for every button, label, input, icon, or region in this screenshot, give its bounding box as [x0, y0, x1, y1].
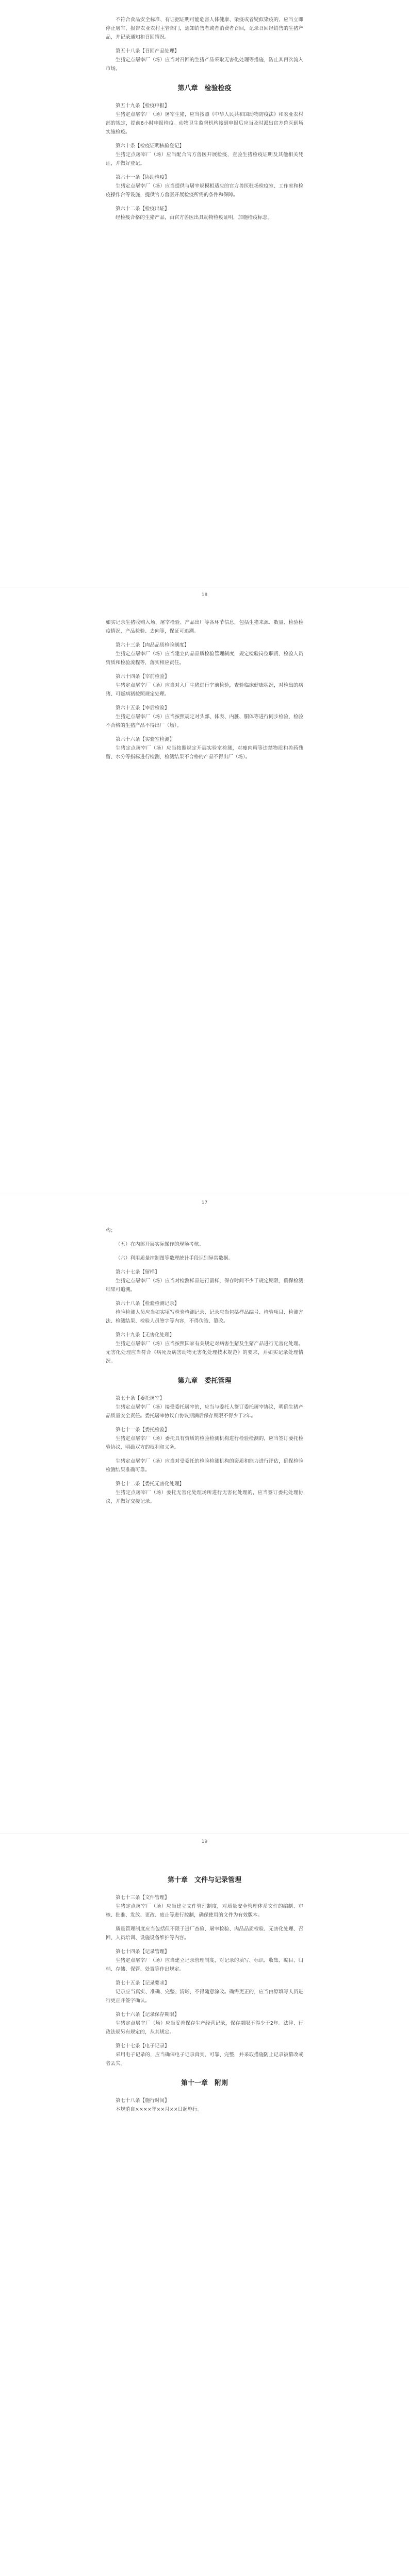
paragraph: 不符合食品安全标准、有证据证明可能危害人体健康、染疫或者疑似染疫的，应当立即停止屠宰，报告农业农村主管部门，通知销售者或者消费者召回，记录召回经销售的生猪产品，并记录通知和召回情况。 — [106, 17, 303, 40]
paragraph: 采用电子记录的，应当确保电子记录真实、可靠、完整，并采取措施防止记录被篡改或者丢失。 — [106, 2052, 303, 2066]
article-title: 第七十五条【记录要求】 — [116, 1980, 170, 1986]
page-3 — [0, 1195, 409, 1834]
paragraph: 生猪定点屠宰厂（场）屠宰生猪，应当按照《中华人民共和国动物防疫法》和农业农村部的规定，提前6小时申报检疫。动物卫生监督机构接到申报后应当及时派出官方兽医到场实施检疫。 — [106, 112, 303, 135]
page-1 — [0, 0, 409, 587]
paragraph: 构； — [106, 1228, 116, 1233]
paragraph: 生猪定点屠宰厂（场）应当提供与屠宰规模相适应的官方兽医驻场检疫室、工作室和检疫操作台等设施，提供官方兽医开展检疫所需的条件和保障。 — [106, 183, 303, 198]
page-number: 18 — [201, 592, 208, 598]
page-number: 19 — [201, 1839, 208, 1844]
chapter-heading: 第十一章 附则 — [181, 2079, 228, 2087]
paragraph: 如实记录生猪收购入场、屠宰检验、产品出厂等各环节信息，包括生猪来源、数量、检验检疫情况，产品检验、去向等，保证可追溯。 — [106, 620, 303, 634]
paragraph: 生猪定点屠宰厂（场）应当配合官方兽医开展检疫，查验生猪检疫证明及其他相关凭证，并做好登记。 — [106, 152, 303, 166]
paragraph: （六）利用质量控制图等数理统计手段识别异常数据。 — [116, 1256, 234, 1261]
paragraph: 记录应当真实、准确、完整、清晰，不得随意涂改。确需更正的，应当由原填写人员进行更正并签字确认。 — [106, 1989, 303, 2004]
article-title: 第七十一条【委托检验】 — [116, 1427, 170, 1433]
article-title: 第六十九条【无害化处理】 — [116, 1332, 175, 1338]
article-title: 第六十四条【宰前检验】 — [116, 674, 170, 680]
chapter-heading: 第十章 文件与记录管理 — [167, 1876, 241, 1884]
article-title: 第六十一条【协助检疫】 — [116, 175, 170, 180]
article-title: 第六十二条【检疫出证】 — [116, 206, 170, 212]
article-title: 第七十七条【电子记录】 — [116, 2043, 170, 2049]
article-title: 第六十八条【检验检测记录】 — [116, 1301, 179, 1307]
paragraph: 生猪定点屠宰厂（场）应当妥善保存生产经营记录，保存期限不得少于2年。法律、行政法规另有规定的，从其规定。 — [106, 2021, 303, 2035]
article-title: 第六十五条【宰后检验】 — [116, 705, 170, 711]
article-title: 第五十九条【检疫申报】 — [116, 103, 170, 109]
paragraph: 经检疫合格的生猪产品，由官方兽医出具动物检疫证明，加施检疫标志。 — [116, 215, 273, 221]
paragraph: 生猪定点屠宰厂（场）应当对召回的生猪产品采取无害化处理等措施，防止其再次流入市场。 — [106, 57, 303, 72]
paragraph: 生猪定点屠宰厂（场）应当建立记录管理制度，对记录的填写、标识、收集、编目、归档、存储、保管、处置等作出规定。 — [106, 1958, 303, 1972]
article-title: 第五十八条【召回产品处理】 — [116, 48, 179, 54]
article-title: 第七十六条【记录保存期限】 — [116, 2012, 179, 2018]
paragraph: 生猪定点屠宰厂（场）应当对受委托的检验检测机构的资质和能力进行评估，确保检验检测结果准确可靠。 — [106, 1459, 303, 1473]
page-2 — [0, 587, 409, 1195]
paragraph: 生猪定点屠宰厂（场）应当建立文件管理制度，对质量安全管理体系文件的编制、审核、批准、发放、更改、废止等进行控制，确保使用的文件为有效版本。 — [106, 1904, 303, 1918]
chapter-heading: 第八章 检验检疫 — [177, 84, 232, 92]
paragraph: （五）在内部开展实际操作的现场考核。 — [116, 1242, 204, 1247]
paragraph: 生猪定点屠宰厂（场）应当按照规定对头部、体表、内脏、胴体等进行同步检验，检验不合格的生猪产品不得出厂（场）。 — [106, 714, 303, 728]
chapter-heading: 第九章 委托管理 — [177, 1377, 232, 1385]
paragraph: 生猪定点屠宰厂（场）委托具有资质的检验检测机构进行检验检测的，应当签订委托检验协议，明确双方的权利和义务。 — [106, 1436, 303, 1450]
paragraph: 生猪定点屠宰厂（场）应当对入厂生猪进行宰前检验，查验临床健康状况，对检出的病猪、可疑病猪按照规定处理。 — [106, 683, 303, 697]
page-4 — [0, 1834, 409, 2576]
paragraph: 质量管理制度应当包括但不限于进厂查验、屠宰检验、肉品品质检验、无害化处理、召回、人员培训、设施设备维护等内容。 — [106, 1926, 303, 1941]
article-title: 第七十条【委托屠宰】 — [116, 1396, 165, 1401]
article-title: 第六十三条【肉品品质检验制度】 — [116, 642, 189, 648]
paragraph: 生猪定点屠宰厂（场）应当对检测样品进行留样，保存时间不少于规定期限，确保检测结果可追溯。 — [106, 1278, 303, 1293]
paragraph: 本规范自××××年××月××日起施行。 — [116, 2107, 203, 2112]
paragraph: 生猪定点屠宰厂（场）应当按照国家有关规定对病害生猪及生猪产品进行无害化处理。无害化处理应当符合《病死及病害动物无害化处理技术规范》的要求，并如实记录处理情况。 — [106, 1341, 303, 1364]
article-title: 第七十二条【委托无害化处理】 — [116, 1481, 185, 1487]
page-3-content — [0, 1226, 409, 1511]
article-title: 第六十七条【留样】 — [116, 1269, 160, 1275]
article-title: 第六十六条【实验室检测】 — [116, 737, 175, 742]
paragraph: 生猪定点屠宰厂（场）应当建立肉品品质检验管理制度，规定检验岗位职责、检验人员资质和检验流程等，落实相应责任。 — [106, 651, 303, 666]
paragraph: 检验检测人员应当如实填写检验检测记录，记录应当包括样品编号、检验项目、检测方法、检测结果、检验人员签字等内容，不得伪造、篡改。 — [106, 1310, 303, 1324]
page-1-content — [0, 15, 409, 227]
page-2-content — [0, 618, 409, 767]
page-number: 17 — [201, 1200, 208, 1206]
paragraph: 生猪定点屠宰厂（场）委托无害化处理场所进行无害化处理的，应当签订委托处理协议，并做好交接记录。 — [106, 1490, 303, 1504]
page-4-content — [0, 1865, 409, 2119]
article-title: 第七十八条【施行时间】 — [116, 2098, 170, 2104]
article-title: 第七十四条【记录管理】 — [116, 1949, 170, 1955]
article-title: 第七十三条【文件管理】 — [116, 1895, 170, 1901]
paragraph: 生猪定点屠宰厂（场）接受委托屠宰的，应当与委托人签订委托屠宰协议，明确生猪产品质量安全责任。委托屠宰协议自协议期满后保存期限不得少于2年。 — [106, 1404, 303, 1419]
paragraph: 生猪定点屠宰厂（场）应当按照规定开展实验室检测，对瘦肉精等违禁物质和兽药残留、水分等指标进行检测，检测结果不合格的产品不得出厂（场）。 — [106, 745, 303, 760]
article-title: 第六十条【检疫证明核验登记】 — [116, 143, 185, 149]
